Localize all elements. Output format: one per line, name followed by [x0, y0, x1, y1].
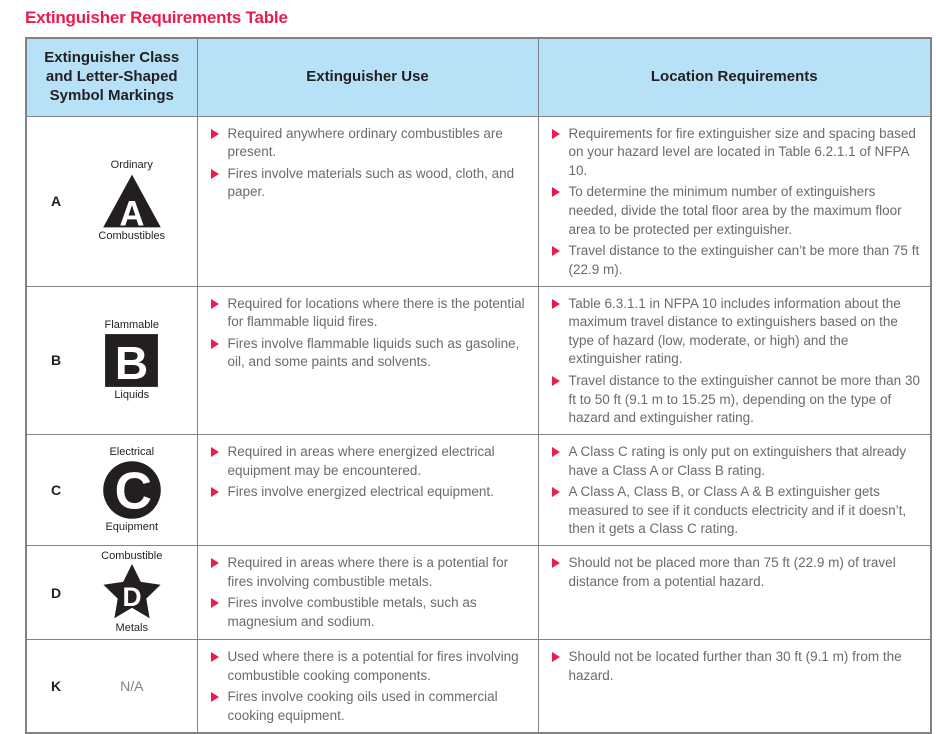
use-text: Fires involve cooking oils used in commercial cooking equipment.: [227, 689, 498, 723]
list-item: [209, 443, 528, 480]
bullet-arrow-icon: [552, 447, 560, 457]
list-item: [550, 648, 921, 685]
bullet-arrow-icon: [211, 129, 219, 139]
use-text: Fires involve materials such as wood, cloth, and paper.: [227, 165, 515, 200]
bullet-arrow-icon: [211, 299, 219, 309]
class-a-triangle-icon: [102, 173, 162, 229]
bullet-arrow-icon: [552, 299, 560, 309]
list-item: [550, 125, 921, 181]
location-text: A Class A, Class B, or Class A & B extinguisher gets measured to see if it conducts electricity and if it doesn’t, then it gets a Class C rating.: [568, 484, 907, 537]
table-row-class-a: [26, 116, 931, 286]
bullet-arrow-icon: [211, 692, 219, 702]
bullet-arrow-icon: [552, 246, 560, 256]
list-item: [550, 183, 921, 239]
bullet-arrow-icon: [211, 447, 219, 457]
bullet-arrow-icon: [211, 558, 219, 568]
location-text: Should not be located further than 30 ft (9.1 m) from the hazard.: [568, 649, 902, 683]
svg-text:C: C: [114, 461, 152, 520]
use-text: Required in areas where energized electrical equipment may be encountered.: [227, 443, 495, 478]
page-title: Extinguisher Requirements Table: [25, 8, 288, 27]
class-letter: B: [50, 352, 62, 369]
class-symbol-cell: [26, 286, 197, 434]
use-text: Required anywhere ordinary combustibles are present.: [227, 125, 503, 160]
location-text: A Class C rating is only put on extinguishers that already have a Class A or Class B rating.: [568, 443, 907, 478]
extinguisher-requirements-table: [25, 37, 932, 734]
list-item: [209, 295, 528, 332]
location-text: To determine the minimum number of extinguishers needed, divide the total floor area by the maximum floor area to be protected per extinguisher.: [568, 184, 902, 237]
list-item: [209, 125, 528, 162]
location-text: Table 6.3.1.1 in NFPA 10 includes information about the maximum travel distance to extinguishers based on the type of hazard (low, moderate, or high) and the extinguisher rating.: [568, 295, 901, 367]
list-item: [550, 554, 921, 591]
list-item: [550, 483, 921, 539]
class-symbol-cell: [26, 434, 197, 545]
class-letter: A: [50, 193, 62, 209]
use-text: Required in areas where there is a potential for fires involving combustible metals.: [227, 555, 509, 589]
bullet-arrow-icon: [211, 598, 219, 608]
bullet-arrow-icon: [211, 169, 219, 179]
list-item: [550, 372, 921, 428]
location-text: Should not be placed more than 75 ft (22.9 m) of travel distance from a potential hazard.: [568, 555, 896, 589]
svg-text:D: D: [122, 582, 142, 612]
use-cell: [197, 434, 538, 545]
location-cell: [538, 434, 931, 545]
list-item: [209, 648, 528, 685]
class-symbol-cell: [26, 116, 197, 286]
class-c-circle-icon: [102, 460, 162, 520]
location-cell: [538, 640, 931, 733]
use-text: Fires involve flammable liquids such as gasoline, oil, and some paints and solvents.: [227, 335, 520, 370]
table-row-class-d: [26, 546, 931, 640]
symbol-label-bottom: Equipment: [105, 520, 159, 533]
symbol-label-bottom: Combustibles: [98, 230, 166, 242]
symbol-label-top: Flammable: [104, 319, 159, 332]
list-item: [550, 295, 921, 370]
bullet-arrow-icon: [552, 187, 560, 197]
symbol-label-bottom: Liquids: [114, 388, 150, 401]
symbol-label-bottom: Metals: [115, 622, 148, 634]
use-text: Required for locations where there is the potential for flammable liquid fires.: [227, 295, 525, 330]
table-row-class-k: [26, 640, 931, 733]
list-item: [209, 688, 528, 725]
header-location-requirements: Location Requirements: [538, 38, 931, 116]
use-text: Used where there is a potential for fires involving combustible cooking components.: [227, 649, 519, 683]
location-text: Travel distance to the extinguisher can’t be more than 75 ft (22.9 m).: [568, 243, 920, 277]
bullet-arrow-icon: [211, 652, 219, 662]
bullet-arrow-icon: [552, 652, 560, 662]
list-item: [209, 483, 528, 502]
use-text: Fires involve energized electrical equipment.: [227, 484, 494, 500]
class-letter: C: [50, 481, 62, 498]
symbol-not-applicable: N/A: [120, 677, 144, 694]
svg-text:B: B: [115, 336, 149, 388]
location-text: Travel distance to the extinguisher cannot be more than 30 ft to 50 ft (9.1 m to 15.25 m), depending on the type of hazard and extinguisher rating.: [568, 373, 920, 426]
symbol-label-top: Ordinary: [110, 159, 153, 172]
location-cell: [538, 546, 931, 640]
table-row-class-c: [26, 434, 931, 545]
class-letter: K: [50, 677, 62, 694]
table-header-row: [26, 38, 931, 116]
list-item: [209, 165, 528, 202]
bullet-arrow-icon: [552, 558, 560, 568]
header-extinguisher-use: Extinguisher Use: [197, 38, 538, 116]
use-cell: [197, 640, 538, 733]
svg-text:A: A: [119, 194, 145, 229]
class-letter: D: [50, 584, 62, 601]
symbol-label-top: Combustible: [101, 550, 163, 563]
list-item: [550, 443, 921, 480]
location-cell: [538, 286, 931, 434]
use-cell: [197, 546, 538, 640]
bullet-arrow-icon: [552, 376, 560, 386]
location-text: Requirements for fire extinguisher size and spacing based on your hazard level are located in Table 6.2.1.1 of NFPA 10.: [568, 125, 916, 178]
bullet-arrow-icon: [552, 129, 560, 139]
list-item: [550, 242, 921, 279]
bullet-arrow-icon: [552, 487, 560, 497]
symbol-label-top: Electrical: [109, 446, 155, 459]
bullet-arrow-icon: [211, 487, 219, 497]
class-d-star-icon: [102, 564, 162, 621]
list-item: [209, 554, 528, 591]
class-symbol-cell: [26, 546, 197, 640]
use-cell: [197, 116, 538, 286]
class-symbol-cell: [26, 640, 197, 733]
class-b-square-icon: [104, 333, 159, 388]
header-symbol-markings: Extinguisher Class and Letter-Shaped Symbol Markings: [26, 38, 197, 116]
use-cell: [197, 286, 538, 434]
location-cell: [538, 116, 931, 286]
bullet-arrow-icon: [211, 339, 219, 349]
table-row-class-b: [26, 286, 931, 434]
list-item: [209, 594, 528, 631]
use-text: Fires involve combustible metals, such as magnesium and sodium.: [227, 595, 477, 629]
list-item: [209, 335, 528, 372]
